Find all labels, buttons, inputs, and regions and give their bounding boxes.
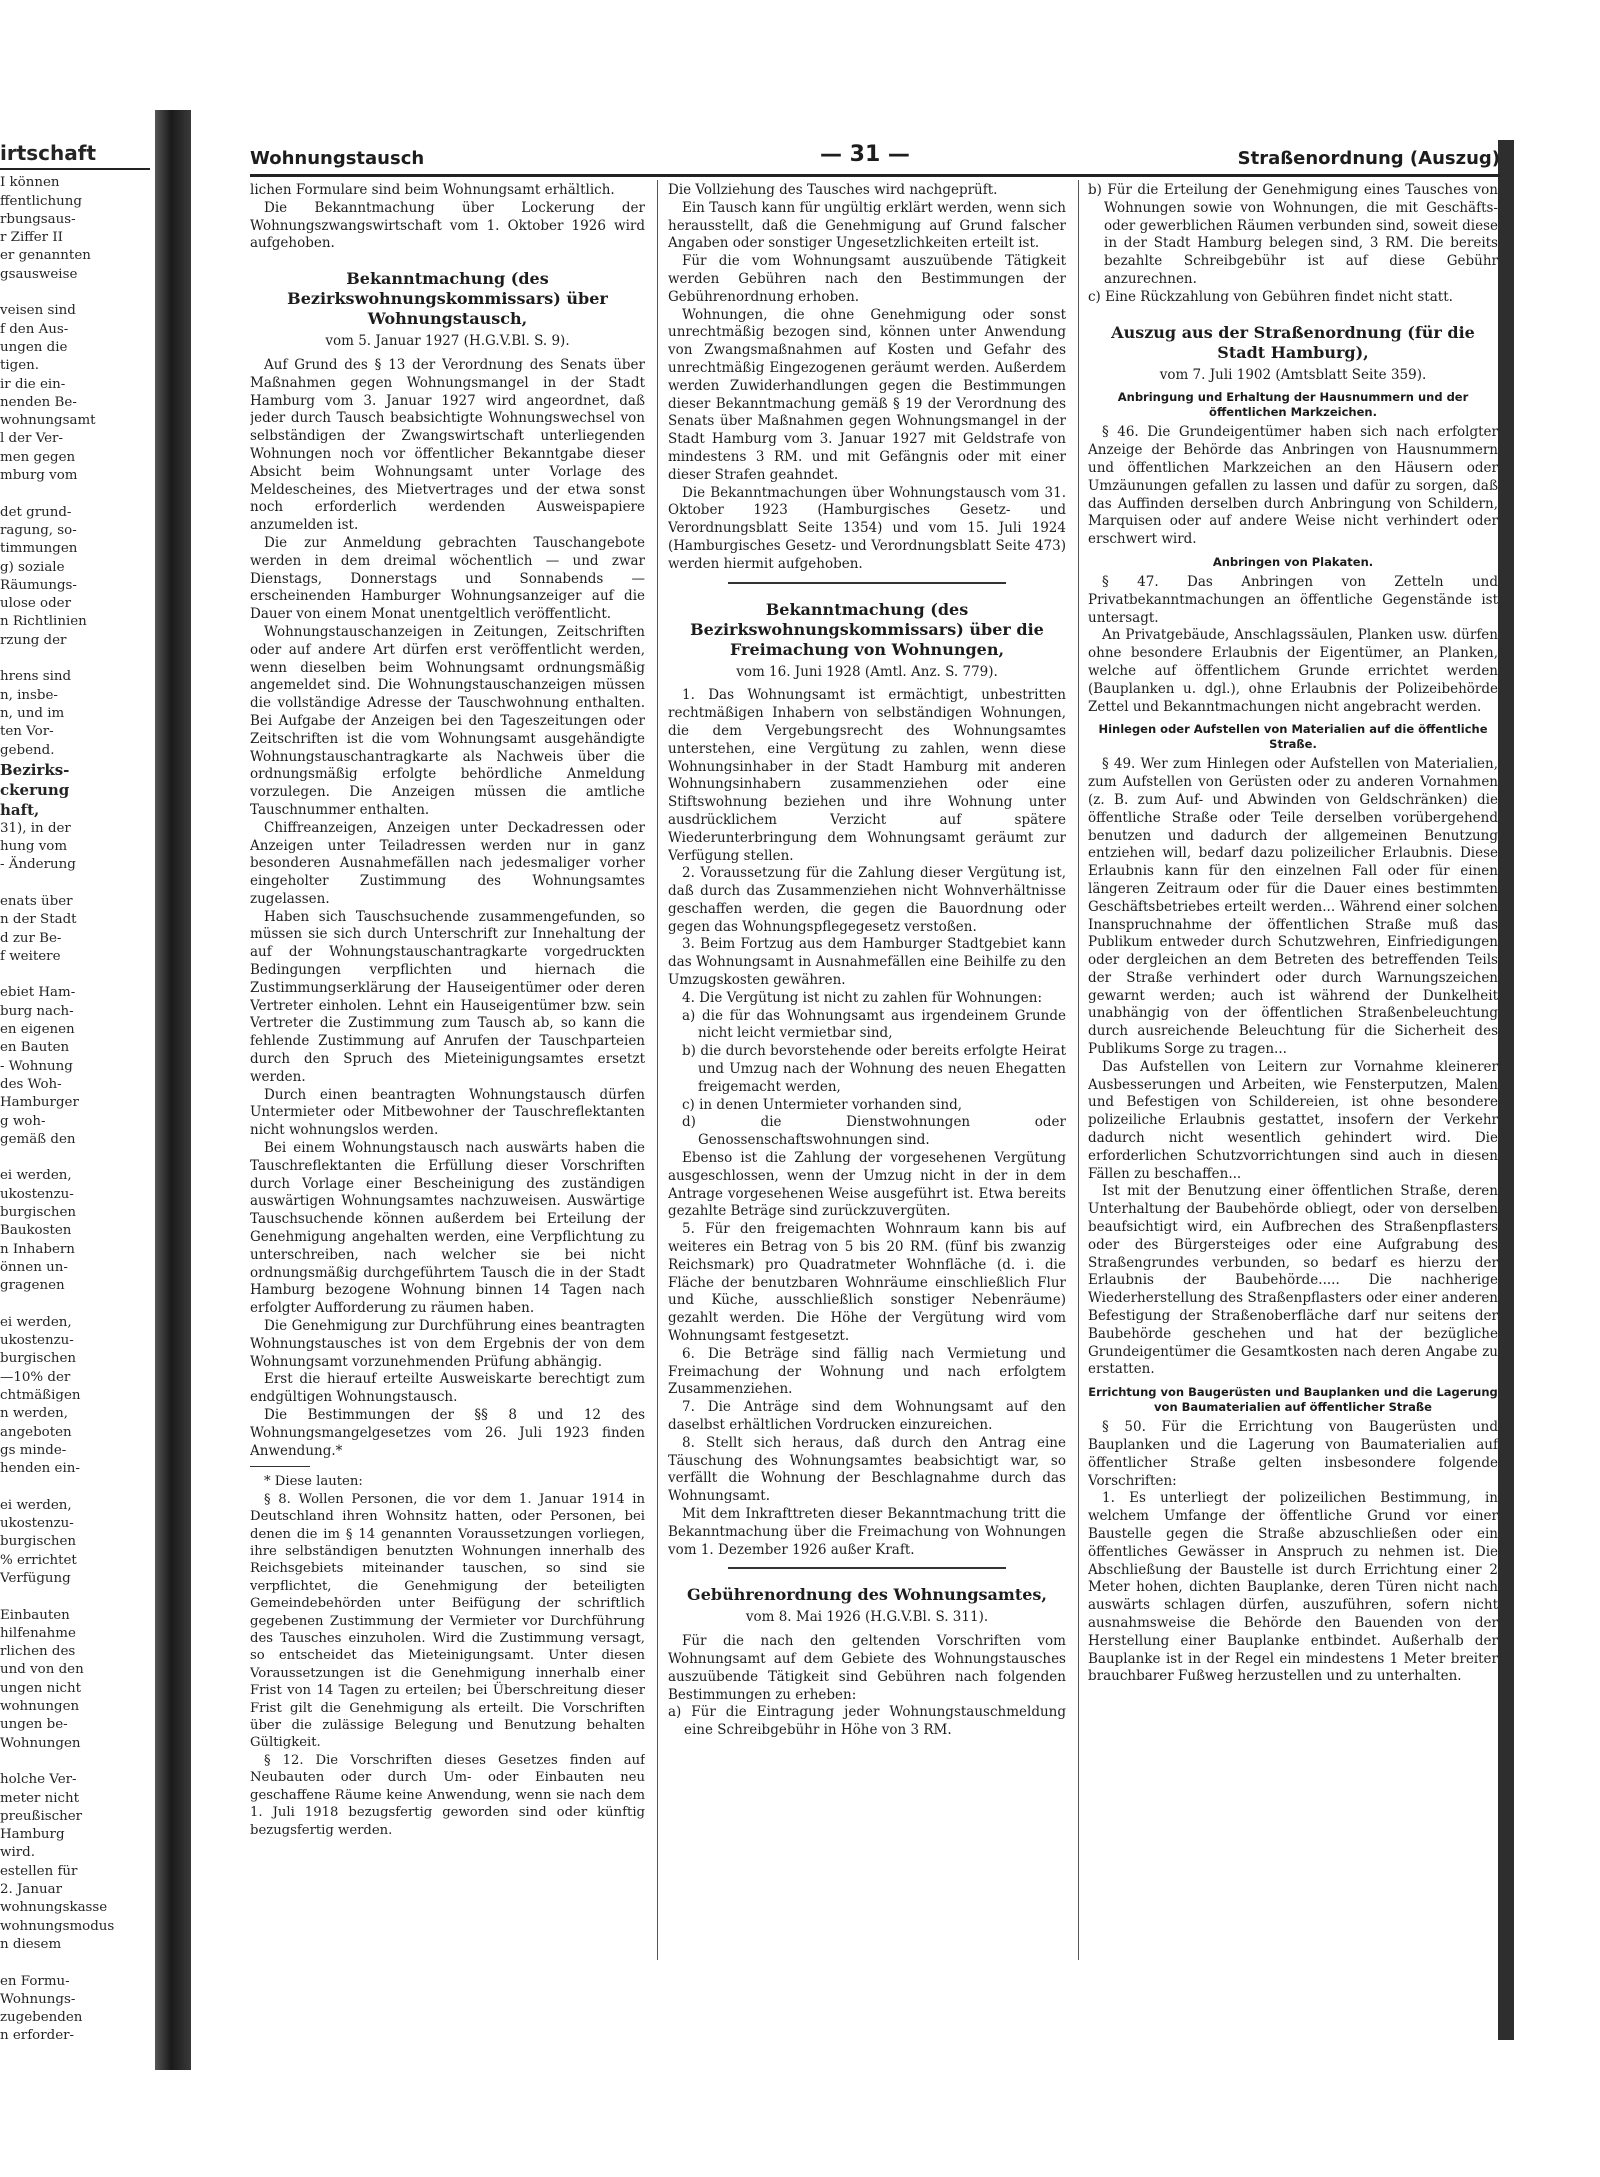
previous-page-line: ungen nicht <box>0 1680 82 1696</box>
paragraph: Ein Tausch kann für ungültig erklärt werden, wenn sich herausstellt, daß die Genehmigung auf Grund falscher Angaben oder sonstiger Ungesetzlichkeiten erteilt ist. <box>668 199 1066 252</box>
section-subheading: vom 5. Januar 1927 (H.G.V.Bl. S. 9). <box>325 333 570 350</box>
previous-page-line: burgischen <box>0 1351 76 1367</box>
previous-page-line: r Ziffer II <box>0 230 63 246</box>
previous-page-line: gebend. <box>0 742 55 758</box>
paragraph: 1. Es unterliegt der polizeilichen Bestimmung, in welchem Umfange der öffentliche Grund vor einer Baustelle gegen die Straße abzuschließen oder ein öffentliches Gewässer in Anspruch zu nehmen ist. Die Abschließung der Baustelle ist durch Errichtung einer 2 Meter hohen, dichten Bauplanke, deren Türen nicht nach auswärts schlagen dürfen, auszuführen, sofern nicht ausnahmsweise die Behörde den Bauenden von der Herstellung einer Bauplanke entbindet. Außerhalb der Bauplanke ist in der Regel ein mindestens 1 Meter breiter brauchbarer Fußweg herzustellen und zu unterhalten. <box>1088 1490 1498 1685</box>
paragraph: Auf Grund des § 13 der Verordnung des Senats über Maßnahmen gegen Wohnungsmangel in der Stadt Hamburg vom 3. Januar 1927 wird angeordnet, daß jeder durch Tausch beabsichtigte Wohnungswechsel von selbständigen der Zwangswirtschaft unterliegenden Wohnungen noch vor öffentlicher Bekanntgabe dieser Absicht beim Wohnungsamt unter Vorlage des Meldescheines, des Mietvertrages und der etwa sonst noch erforderlich werdenden Ausweispapiere anzumelden ist. <box>250 356 645 534</box>
footnote: § 12. Die Vorschriften dieses Gesetzes finden auf Neubauten oder durch Um- oder Einbauten neu geschaffene Räume keine Anwendung, wenn sie nach dem 1. Juli 1918 bezugsfertig geworden sind oder künftig bezugsfertig werden. <box>250 1752 645 1838</box>
previous-page-line: d zur Be- <box>0 930 62 946</box>
previous-page-line: n Richtlinien <box>0 614 87 630</box>
previous-page-line: n erforder- <box>0 2028 75 2044</box>
previous-page-line: wohnungen <box>0 1699 80 1715</box>
paragraph: Erst die hierauf erteilte Ausweiskarte berechtigt zum endgültigen Wohnungstausch. <box>250 1371 645 1406</box>
previous-page-line: ukostenzu- <box>0 1333 74 1349</box>
paragraph: Die Genehmigung zur Durchführung eines beantragten Wohnungstausches ist von dem Ergebnis der von dem Wohnungsamt vorzunehmenden Prüfung abhängig. <box>250 1318 645 1370</box>
previous-page-line: burg nach- <box>0 1003 74 1019</box>
previous-page-line: Baukosten <box>0 1223 72 1239</box>
previous-page-line: n werden, <box>0 1406 69 1422</box>
footnotes <box>250 1473 645 1839</box>
previous-page-line: ckerung <box>0 780 70 799</box>
previous-page-line <box>0 966 150 984</box>
previous-page-line: g woh- <box>0 1113 46 1129</box>
numbered-paragraph: 5. Für den freigemachten Wohnraum kann bis auf weiteres ein Betrag von 5 bis 20 RM. (fünf bis zwanzig Reichsmark) pro Quadratmeter Wohnfläche (d. i. die Fläche der benutzbaren Wohnräume einschließlich Flur und Küche, ausschließlich sonstiger Nebenräume) gezahlt werden. Die Höhe der Vergütung wird vom Wohnungsamt festgesetzt. <box>668 1221 1066 1345</box>
footnote-intro: * Diese lauten: <box>264 1474 363 1490</box>
section-heading: Auszug aus der Straßenordnung (für die Stadt Hamburg), <box>1111 322 1475 362</box>
paragraph: Die Bekanntmachung über Lockerung der Wohnungszwangswirtschaft vom 1. Oktober 1926 wird aufgehoben. <box>250 199 645 252</box>
previous-page-line: rzung der <box>0 632 67 648</box>
previous-page-line: veisen sind <box>0 303 76 319</box>
previous-page-line: wohnungsmodus <box>0 1918 115 1934</box>
paragraph: Die Vollziehung des Tausches wird nachgeprüft. <box>668 182 998 198</box>
previous-page-line: henden ein- <box>0 1461 80 1477</box>
running-header <box>250 140 1500 174</box>
subsection-heading: Errichtung von Baugerüsten und Bauplanken und die Lagerung von Baumaterialien auf öffentlicher Straße <box>1088 1385 1498 1415</box>
previous-page-line: men gegen <box>0 449 76 465</box>
previous-page-line <box>0 485 150 503</box>
paragraph: Für die vom Wohnungsamt auszuübende Tätigkeit werden Gebühren nach den Bestimmungen der Gebührenordnung erhoben. <box>668 253 1066 305</box>
previous-page-line: preußischer <box>0 1808 83 1824</box>
previous-page-line: zugebenden <box>0 2010 83 2026</box>
previous-page-line: n Inhabern <box>0 1241 75 1257</box>
numbered-paragraph: 1. Das Wohnungsamt ist ermächtigt, unbestritten rechtmäßigen Inhabern von selbständigen Wohnungen, die dem Vergebungsrecht des Wohnungsamtes unterstehen, eine Vergütung zu zahlen, wenn diese Wohnungsinhaber in der Stadt Hamburg mit anderen Wohnungsinhabern zusammenziehen oder eine Stiftswohnung beziehen und ihre Wohnung unter ausdrücklichem Verzicht auf spätere Wiederunterbringung dem Wohnungsamt geräumt zur Verfügung stellen. <box>668 687 1066 864</box>
paragraph: Die zur Anmeldung gebrachten Tauschangebote werden in dem dreimal wöchentlich — und zwar Dienstags, Donnerstags und Sonnabends — erscheinenden Hamburger Wohnungsanzeiger auf die Dauer von einem Monat unentgeltlich veröffentlicht. <box>250 534 645 623</box>
previous-page-line <box>0 1296 150 1314</box>
previous-page-line: ukostenzu- <box>0 1516 74 1532</box>
previous-page-line <box>0 1954 150 1972</box>
previous-page-line <box>0 284 150 302</box>
paragraph: § 47. Das Anbringen von Zetteln und Privatbekanntmachungen an öffentliche Gegenstände ist untersagt. <box>1088 573 1498 626</box>
previous-page-line: ukostenzu- <box>0 1186 74 1202</box>
previous-page-line: tigen. <box>0 358 40 374</box>
list-item: c) Eine Rückzahlung von Gebühren findet nicht statt. <box>1088 288 1453 305</box>
footnote: § 8. Wollen Personen, die vor dem 1. Januar 1914 in Deutschland ihren Wohnsitz hatten, oder Personen, bei denen die im § 14 genannten Voraussetzungen vorliegen, ihre selbständigen benutzten Wohnungen innerhalb des Reichsgebiets miteinander tauschen, so sind sie verpflichtet, die Genehmigung der beteiligten Gemeindebehörden unter Beifügung der schriftlich gegebenen Zustimmung der Vermieter vor Durchführung des Tausches einzuholen. Wird die Zustimmung versagt, so entscheidet das Mieteinigungsamt. Unter diesen Voraussetzungen ist die Genehmigung innerhalb einer Frist von 14 Tagen zu erteilen; bei Überschreitung dieser Frist gilt die Genehmigung als erteilt. Die Vorschriften über die zulässige Belegung und Benutzung behalten Gültigkeit. <box>250 1491 645 1751</box>
previous-page-line: en Formu- <box>0 1973 70 1989</box>
previous-page-line: ragung, so- <box>0 522 77 538</box>
previous-page-line: Hamburg <box>0 1827 65 1843</box>
paragraph: Das Aufstellen von Leitern zur Vornahme kleinerer Ausbesserungen und Arbeiten, wie Fensterputzen, Malen und Befestigen von Schildereien, ist ohne besondere polizeiliche Erlaubnis gestattet, insofern der Verkehr dadurch nicht wesentlich gehindert wird. Die erforderlichen Schutzvorrichtungen sind auch in diesen Fällen zu beschaffen... <box>1088 1058 1498 1182</box>
list-item: b) die durch bevorstehende oder bereits erfolgte Heirat und Umzug nach der Wohnung des neuen Ehegatten freigemacht werden, <box>682 1043 1066 1095</box>
previous-page-line: rbungsaus- <box>0 211 76 227</box>
list-item: a) Für die Eintragung jeder Wohnungstauschmeldung eine Schreibgebühr in Höhe von 3 RM. <box>668 1704 1066 1739</box>
book-gutter <box>155 110 191 2070</box>
text-column-3 <box>1088 182 1498 1982</box>
previous-page-line: en Bauten <box>0 1040 70 1056</box>
paragraph: Mit dem Inkrafttreten dieser Bekanntmachung tritt die Bekanntmachung über die Freimachung von Wohnungen vom 1. Dezember 1926 außer Kraft. <box>668 1505 1066 1558</box>
previous-page-line: Einbauten <box>0 1607 70 1623</box>
paragraph: Ist mit der Benutzung einer öffentlichen Straße, deren Unterhaltung der Baubehörde obliegt, oder von derselben beaufsichtigt wird, ein Aufbrechen des Straßenpflasters oder des Bürgersteiges oder eine Aufgrabung des Straßengrundes verbunden, so bedarf es hierzu der Erlaubnis der Baubehörde..... Die nachherige Wiederherstellung des Straßenpflasters oder einer anderen Befestigung der Straßenoberfläche darf nur seitens der Baubehörde geschehen und hat der bezügliche Grundeigentümer die Gesamtkosten nach deren Angabe zu erstatten. <box>1088 1183 1498 1378</box>
previous-page-line: ei werden, <box>0 1314 72 1330</box>
paragraph: Die Bekanntmachungen über Wohnungstausch vom 31. Oktober 1923 (Hamburgisches Gesetz- und Verordnungsblatt Seite 1354) und vom 15. Juli 1924 (Hamburgisches Gesetz- und Verordnungsblatt Seite 473) werden hiermit aufgehoben. <box>668 484 1066 572</box>
list-item: c) in denen Untermieter vorhanden sind, <box>682 1096 963 1113</box>
numbered-paragraph: 3. Beim Fortzug aus dem Hamburger Stadtgebiet kann das Wohnungsamt in Ausnahmefällen eine Beihilfe zu den Umzugskosten gewähren. <box>668 936 1066 989</box>
previous-page-line: des Woh- <box>0 1076 62 1092</box>
paragraph: An Privatgebäude, Anschlagssäulen, Planken usw. dürfen ohne besondere Erlaubnis der Eigentümer, an Planken, welche auf öffentlichem Grunde errichtet werden (Bauplanken u. dgl.), ohne Erlaubnis der Polizeibehörde Zettel und Bekanntmachungen nicht angebracht werden. <box>1088 627 1498 715</box>
previous-page-line: rlichen des <box>0 1644 76 1660</box>
subsection-heading: Anbringung und Erhaltung der Hausnummern und der öffentlichen Markzeichen. <box>1117 390 1469 420</box>
previous-page-line: ungen be- <box>0 1717 68 1733</box>
previous-page-line: Verfügung <box>0 1570 71 1586</box>
subsection-heading: Hinlegen oder Aufstellen von Materialien auf die öffentliche Straße. <box>1098 722 1488 752</box>
section-heading: Bekanntmachung (des Bezirkswohnungskommissars) über Wohnungstausch, <box>287 269 608 329</box>
paragraph: § 46. Die Grundeigentümer haben sich nach erfolgter Anzeige der Behörde das Anbringen von Hausnummern und öffentlichen Markzeichen an den Häusern oder Umzäunungen gefallen zu lassen und dafür zu sorgen, daß das Auffinden derselben durch Anbringung von Schildern, Marquisen oder auf andere Weise nicht verhindert oder erschwert wird. <box>1088 424 1498 548</box>
previous-page-line: ir die ein- <box>0 376 66 392</box>
paragraph: Bei einem Wohnungstausch nach auswärts haben die Tauschreflektanten die Erfüllung dieser Vorschriften durch Vorlage einer Bescheinigung des zuständigen auswärtigen Wohnungsamtes nachzuweisen. Auswärtige Tauschsuchende können außerdem bei Erteilung der Genehmigung angehalten werden, eine Verpflichtung zu unterschreiben, nach welcher sie bei nicht ordnungsmäßig durchgeführtem Tausch die in der Stadt Hamburg bezogene Wohnung binnen 14 Tagen nach erfolgter Aufforderung zu räumen haben. <box>250 1140 645 1317</box>
previous-page-line: gs minde- <box>0 1442 67 1458</box>
previous-page-line: wohnungsamt <box>0 413 96 429</box>
previous-page-line: ffentlichung <box>0 193 82 209</box>
previous-page-line: haft, <box>0 800 40 819</box>
previous-page-line <box>0 650 150 668</box>
previous-page-line: ei werden, <box>0 1497 72 1513</box>
numbered-paragraph: 4. Die Vergütung ist nicht zu zahlen für Wohnungen: <box>682 989 1042 1006</box>
previous-page-line: n der Stadt <box>0 912 77 928</box>
previous-page-line: wohnungskasse <box>0 1900 108 1916</box>
previous-page-line: gragenen <box>0 1278 65 1294</box>
previous-page-line: det grund- <box>0 504 72 520</box>
text-column-2 <box>668 182 1066 1982</box>
numbered-paragraph: 7. Die Anträge sind dem Wohnungsamt auf den daselbst erhältlichen Vordrucken einzureichen. <box>668 1399 1066 1433</box>
numbered-paragraph: 8. Stellt sich heraus, daß durch den Antrag eine Täuschung des Wohnungsamtes beabsichtigt war, so verfällt die Wohnung der Beschlagnahme durch das Wohnungsamt. <box>668 1434 1066 1505</box>
previous-page-line: nenden Be- <box>0 394 77 410</box>
paragraph: Durch einen beantragten Wohnungstausch dürfen Untermieter oder Mitbewohner der Tauschreflektanten nicht wohnungslos werden. <box>250 1086 645 1139</box>
section-subheading: vom 7. Juli 1902 (Amtsblatt Seite 359). <box>1159 366 1427 383</box>
previous-page-line: Hamburger <box>0 1095 79 1111</box>
section-heading: Gebührenordnung des Wohnungsamtes, <box>687 1585 1047 1605</box>
section-subheading: vom 16. Juni 1928 (Amtl. Anz. S. 779). <box>736 663 998 680</box>
previous-page-line: ten Vor- <box>0 724 54 740</box>
previous-page-line: g) soziale <box>0 559 65 575</box>
list-item: a) die für das Wohnungsamt aus irgendeinem Grunde nicht leicht vermietbar sind, <box>682 1007 1066 1042</box>
previous-page-line <box>0 1588 150 1606</box>
previous-page-line: er genannten <box>0 248 91 264</box>
previous-page-line: hilfenahme <box>0 1625 76 1641</box>
previous-page-line: l der Ver- <box>0 431 63 447</box>
column-rule <box>657 180 658 1960</box>
document-page <box>250 140 1500 2000</box>
previous-page-line: ulose oder <box>0 596 71 612</box>
header-left: Wohnungstausch <box>250 148 425 169</box>
header-right: Straßenordnung (Auszug) <box>1237 148 1500 169</box>
footnote-rule <box>250 1466 310 1467</box>
paragraph: § 50. Für die Errichtung von Baugerüsten und Bauplanken und die Lagerung von Baumaterialien auf öffentlicher Straße gelten insbesondere folgende Vorschriften: <box>1088 1419 1498 1489</box>
previous-page-line: - Wohnung <box>0 1058 73 1074</box>
previous-page-line: gsausweise <box>0 266 78 282</box>
previous-page-line: estellen für <box>0 1863 78 1879</box>
section-separator <box>728 582 1006 584</box>
previous-page-line: holche Ver- <box>0 1772 77 1788</box>
section-separator <box>728 1567 1006 1569</box>
previous-page-line: % errichtet <box>0 1552 77 1568</box>
paragraph: Haben sich Tauschsuchende zusammengefunden, so müssen sie sich durch Unterschrift zur Innehaltung der auf der Wohnungstauschantragkarte vorgedruckten Bedingungen verpflichten und hiernach die Zustimmungserklärung der Hauseigentümer oder deren Vertreter einholen. Lehnt ein Hauseigentümer bzw. sein Vertreter die Zustimmung zum Tausch ab, so kann die fehlende Zustimmung auf Anrufen der Tauschparteien durch den Spruch des Mieteinigungsamtes ersetzt werden. <box>250 908 645 1085</box>
previous-page-line <box>0 1753 150 1771</box>
previous-page-line: burgischen <box>0 1534 76 1550</box>
previous-page-line: angeboten <box>0 1424 72 1440</box>
paragraph: Wohnungstauschanzeigen in Zeitungen, Zeitschriften oder auf andere Art dürfen erst veröffentlicht werden, wenn dieselben beim Wohnungsamt ordnungsmäßig angemeldet sind. Die Wohnungstauschanzeigen müssen die vollständige Adresse der Tauschwohnung enthalten. Bei Aufgabe der Anzeigen bei den Tageszeitungen oder Zeitschriften ist die vom Wohnungsamt ausgehändigte Wohnungstauschantragkarte als Nachweis über die ordnungsmäßig erfolgte behördliche Anmeldung vorzulegen. Die Anzeigen müssen die amtliche Tauschnummer enthalten. <box>250 623 645 818</box>
numbered-paragraph: 6. Die Beträge sind fällig nach Vermietung und Freimachung der Wohnung und nach erfolgtem Zusammenziehen. <box>668 1345 1066 1398</box>
previous-page-line: en eigenen <box>0 1022 75 1038</box>
previous-page-line: gemäß den <box>0 1131 76 1147</box>
paragraph: Chiffreanzeigen, Anzeigen unter Deckadressen oder Anzeigen unter Teiladressen werden nur in ganz besonderen Ausnahmefällen nach jedesmaliger vorher eingeholter Zustimmung des Wohnungsamtes zugelassen. <box>250 819 645 907</box>
previous-page-line: Wohnungen <box>0 1735 81 1751</box>
previous-page-line <box>0 1478 150 1496</box>
paragraph: Für die nach den geltenden Vorschriften vom Wohnungsamt auf dem Gebiete des Wohnungstausches auszuübende Tätigkeit sind Gebühren nach folgenden Bestimmungen zu erheben: <box>668 1633 1066 1703</box>
previous-page-line: n, und im <box>0 705 65 721</box>
subsection-heading: Anbringen von Plakaten. <box>1212 554 1374 569</box>
previous-page-line: enats über <box>0 893 73 909</box>
previous-page-line: wird. <box>0 1845 35 1861</box>
previous-page-line: meter nicht <box>0 1790 79 1806</box>
list-item: b) Für die Erteilung der Genehmigung eines Tausches von Wohnungen sowie von Wohnungen, die mit Geschäfts- oder gewerblichen Räumen verbunden sind, soweit diese in der Stadt Hamburg belegen sind, 3 RM. Die bereits bezahlte Schreibgebühr ist auf diese Gebühr anzurechnen. <box>1088 182 1498 287</box>
paragraph: Wohnungen, die ohne Genehmigung oder sonst unrechtmäßig bezogen sind, können unter Anwendung von Zwangsmaßnahmen auf Kosten und Gefahr des unrechtmäßig Eingezogenen geräumt werden. Außerdem werden Zuwiderhandlungen gegen die Bestimmungen dieser Bekanntmachung gemäß § 19 der Verordnung des Senats über Maßnahmen gegen Wohnungsmangel in der Stadt Hamburg vom 3. Januar 1927 mit Geldstrafe von mindestens 3 RM. und mit Gefängnis oder mit einer dieser Strafen geahndet. <box>668 306 1066 483</box>
previous-page-line <box>0 875 150 893</box>
previous-page-header: irtschaft <box>0 140 150 170</box>
paragraph: Ebenso ist die Zahlung der vorgesehenen Vergütung ausgeschlossen, wenn der Umzug nicht in der in dem Antrage vorgesehenen Weise ausgeführt ist. Etwa bereits gezahlte Beträge sind zurückzuvergüten. <box>668 1150 1066 1220</box>
previous-page-line: chtmäßigen <box>0 1388 81 1403</box>
numbered-paragraph: 2. Voraussetzung für die Zahlung dieser Vergütung ist, daß durch das Zusammenziehen nicht Wohnverhältnisse geschaffen werden, die gegen die Bauordnung oder gegen das Wohnungspflegegesetz verstoßen. <box>668 865 1066 935</box>
page-number: — 31 — <box>820 142 910 167</box>
previous-page-fragment <box>0 140 150 2080</box>
previous-page-line: f den Aus- <box>0 321 69 337</box>
previous-page-line <box>0 1149 150 1167</box>
page-edge-shadow <box>1498 140 1514 2040</box>
text-column-1 <box>250 182 645 1982</box>
previous-page-line: n, insbe- <box>0 687 58 703</box>
previous-page-line: hung vom <box>0 839 68 855</box>
previous-page-line: burgischen <box>0 1205 76 1221</box>
previous-page-line: - Änderung <box>0 857 76 873</box>
previous-page-line: hrens sind <box>0 669 72 685</box>
section-heading: Bekanntmachung (des Bezirkswohnungskommissars) über die Freimachung von Wohnungen, <box>690 599 1044 659</box>
previous-page-line: 2. Januar <box>0 1882 63 1898</box>
previous-page-line: Bezirks- <box>0 760 70 779</box>
previous-page-line: timmungen <box>0 541 78 557</box>
column-rule <box>1078 180 1079 1960</box>
previous-page-line: 31), in der <box>0 820 71 836</box>
previous-page-line: n diesem <box>0 1936 62 1952</box>
previous-page-line: I können <box>0 175 60 191</box>
previous-page-line: önnen un- <box>0 1259 68 1275</box>
previous-page-line: Räumungs- <box>0 577 77 593</box>
header-rule <box>250 174 1500 177</box>
previous-page-line: ebiet Ham- <box>0 985 76 1001</box>
previous-page-line: —10% der <box>0 1369 71 1385</box>
previous-page-line: und von den <box>0 1662 84 1678</box>
list-item: d) die Dienstwohnungen oder Genossenschaftswohnungen sind. <box>682 1114 1066 1149</box>
previous-page-line: mburg vom <box>0 468 78 484</box>
previous-page-line: Wohnungs- <box>0 1991 76 2007</box>
paragraph: § 49. Wer zum Hinlegen oder Aufstellen von Materialien, zum Aufstellen von Gerüsten oder zu anderen Vornahmen (z. B. zum Auf- und Abwinden von Geldschränken) die öffentliche Straße oder Teile derselben vorübergehend benutzen und dadurch der allgemeinen Benutzung entziehen will, bedarf dazu polizeilicher Erlaubnis. Diese Erlaubnis kann für den einzelnen Fall oder für einen längeren Zeitraum oder für die Dauer eines bestimmten Geschäftsbetriebes erteilt werden... Während einer solchen Inanspruchnahme der öffentlichen Straße muß das Publikum entweder durch Schutzwehren, Einfriedigungen oder dergleichen an dem Betreten des betreffenden Teils der Straße verhindert oder durch Warnungszeichen gewarnt werden; auch ist während der Dunkelheit unabhängig von der öffentlichen Straßenbeleuchtung durch ausreichende Beleuchtung für die Sicherheit des Publikums Sorge zu tragen... <box>1088 756 1498 1058</box>
paragraph: lichen Formulare sind beim Wohnungsamt erhältlich. <box>250 182 615 198</box>
previous-page-line: ungen die <box>0 339 68 355</box>
previous-page-line: ei werden, <box>0 1168 72 1184</box>
previous-page-text <box>0 174 150 2045</box>
section-subheading: vom 8. Mai 1926 (H.G.V.Bl. S. 311). <box>745 1609 989 1626</box>
previous-page-line: f weitere <box>0 948 61 964</box>
paragraph: Die Bestimmungen der §§ 8 und 12 des Wohnungsmangelgesetzes vom 26. Juli 1923 finden Anwendung.* <box>250 1407 645 1459</box>
